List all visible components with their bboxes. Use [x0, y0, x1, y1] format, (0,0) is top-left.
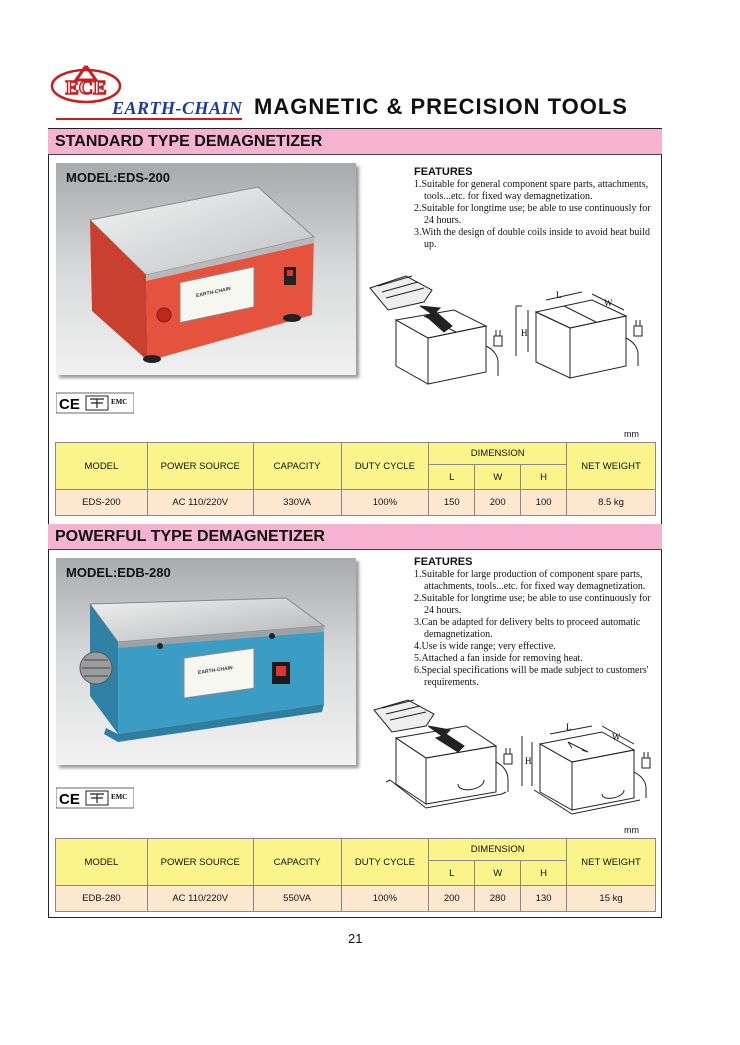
col-header-w: W [475, 861, 521, 886]
features-title: FEATURES [414, 556, 473, 568]
ce-mark: CE [59, 791, 80, 808]
table-row [56, 886, 656, 912]
col-header-h: H [521, 465, 567, 490]
spec-table-standard [55, 442, 656, 516]
feature-item: 4.Use is wide range; very effective. [414, 641, 556, 652]
dim-label-h: H [525, 756, 532, 766]
cell-weight: 8.5 kg [567, 490, 656, 516]
features-standard [414, 166, 660, 251]
model-label: MODEL:EDS-200 [66, 170, 171, 185]
nameplate-text: EARTH-CHAIN [196, 285, 231, 300]
dim-label-l: L [566, 722, 572, 732]
col-header-model: MODEL [56, 443, 148, 490]
demagnetizer-image [56, 163, 356, 375]
section-title: STANDARD TYPE DEMAGNETIZER [55, 133, 323, 150]
col-header-l: L [429, 465, 475, 490]
model-label: MODEL:EDB-280 [66, 565, 171, 580]
product-photo-eds-200 [56, 163, 356, 375]
cell-l: 200 [429, 886, 475, 912]
features-powerful [414, 556, 660, 689]
certification-marks [56, 787, 134, 809]
feature-item: 3.Can be adapted for delivery belts to proceed automatic demagnetization. [414, 617, 641, 640]
page-title: MAGNETIC & PRECISION TOOLS [254, 94, 628, 119]
section-header-standard [48, 129, 662, 155]
col-header-capacity: CAPACITY [253, 839, 341, 886]
cell-model: EDB-280 [56, 886, 148, 912]
col-header-weight: NET WEIGHT [567, 443, 656, 490]
cell-l: 150 [429, 490, 475, 516]
feature-item: 3.With the design of double coils inside to avoid heat build up. [414, 227, 650, 250]
cell-h: 100 [521, 490, 567, 516]
feature-item: 2.Suitable for longtime use; be able to use continuously for 24 hours. [414, 593, 651, 616]
features-title: FEATURES [414, 166, 473, 178]
cell-power: AC 110/220V [147, 886, 253, 912]
ce-mark: CE [59, 396, 80, 413]
col-header-power: POWER SOURCE [147, 443, 253, 490]
cell-h: 130 [521, 886, 567, 912]
dim-label-l: L [556, 290, 562, 300]
product-photo-edb-280 [56, 558, 356, 765]
col-header-power: POWER SOURCE [147, 839, 253, 886]
dim-label-h: H [521, 328, 528, 338]
col-header-dimension: DIMENSION [429, 443, 567, 465]
demagnetizer-image [56, 558, 356, 765]
feature-item: 5.Attached a fan inside for removing heat. [414, 653, 583, 664]
col-header-capacity: CAPACITY [253, 443, 341, 490]
dim-label-w: W [604, 298, 613, 308]
cell-w: 200 [475, 490, 521, 516]
col-header-l: L [429, 861, 475, 886]
cell-w: 280 [475, 886, 521, 912]
brand-name: EARTH-CHAIN [112, 98, 243, 118]
brand-underline [56, 118, 242, 120]
col-header-duty: DUTY CYCLE [341, 443, 429, 490]
page-number: 21 [348, 931, 363, 946]
section-header-powerful [48, 524, 662, 550]
feature-item: 1.Suitable for general component spare parts, attachments, tools...etc. for fixed way demagnetization. [414, 179, 649, 202]
col-header-model: MODEL [56, 839, 148, 886]
logo-letters: ECE [65, 77, 107, 99]
feature-item: 1.Suitable for large production of component spare parts, attachments, tools...etc. for fixed way demagnetization. [414, 569, 646, 592]
col-header-w: W [475, 465, 521, 490]
col-header-weight: NET WEIGHT [567, 839, 656, 886]
emc-mark: EMC [111, 793, 128, 801]
col-header-duty: DUTY CYCLE [341, 839, 429, 886]
cell-duty: 100% [341, 490, 429, 516]
emc-mark: EMC [111, 398, 128, 406]
unit-label: mm [624, 825, 639, 835]
diagram-powerful [366, 696, 660, 822]
col-header-h: H [521, 861, 567, 886]
certification-marks [56, 392, 134, 414]
section-title: POWERFUL TYPE DEMAGNETIZER [55, 528, 325, 545]
unit-label: mm [624, 429, 639, 439]
feature-item: 6.Special specifications will be made subject to customers' requirements. [414, 665, 649, 688]
cell-duty: 100% [341, 886, 429, 912]
col-header-dimension: DIMENSION [429, 839, 567, 861]
cell-weight: 15 kg [567, 886, 656, 912]
table-row [56, 490, 656, 516]
dim-label-w: W [612, 732, 621, 742]
spec-table-powerful [55, 838, 656, 912]
diagram-standard [366, 266, 660, 392]
cell-capacity: 550VA [253, 886, 341, 912]
feature-item: 2.Suitable for longtime use; be able to use continuously for 24 hours. [414, 203, 651, 226]
cell-power: AC 110/220V [147, 490, 253, 516]
cell-model: EDS-200 [56, 490, 148, 516]
nameplate-text: EARTH-CHAIN [197, 665, 233, 677]
cell-capacity: 330VA [253, 490, 341, 516]
